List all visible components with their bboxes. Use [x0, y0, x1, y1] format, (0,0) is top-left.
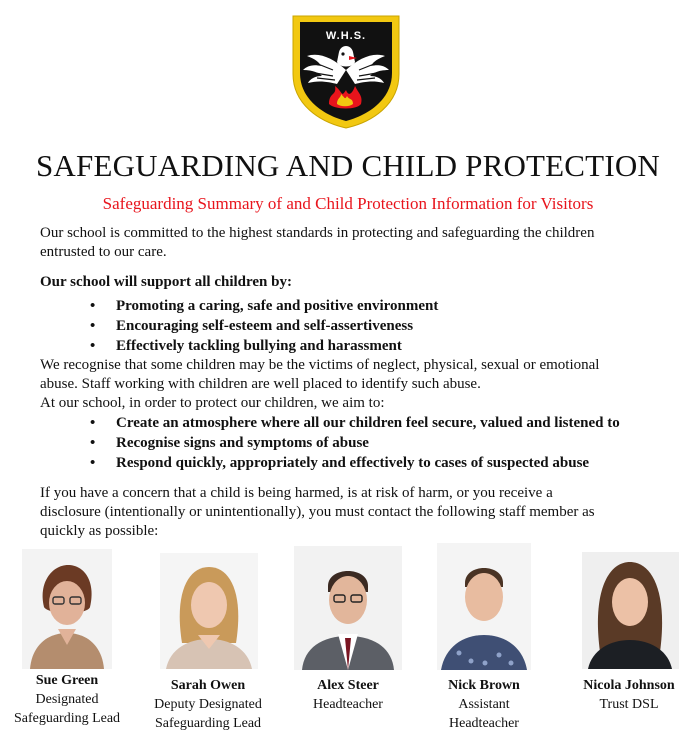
staff-photo-nicola-johnson — [582, 552, 679, 669]
staff-caption-alex-steer — [288, 676, 408, 714]
aim-item: • Respond quickly, appropriately and effectively to cases of suspected abuse — [75, 453, 620, 473]
recognise-line-1: We recognise that some children may be the victims of neglect, physical, sexual or emotional — [40, 357, 600, 373]
staff-role: Assistant — [458, 697, 510, 712]
staff-role: Safeguarding Lead — [13, 711, 121, 726]
crest-initials: W.H.S. — [325, 30, 367, 42]
staff-caption-nicola-johnson — [566, 676, 692, 714]
page-title: SAFEGUARDING AND CHILD PROTECTION — [35, 148, 661, 183]
aims-list — [75, 413, 620, 473]
staff-name: Nicola Johnson — [583, 678, 675, 693]
intro-line-1: Our school is committed to the highest standards in protecting and safeguarding the children — [40, 225, 595, 241]
concern-line-2: disclosure (intentionally or unintentionally), you must contact the following staff member as — [40, 504, 595, 520]
recognise-line-2: abuse. Staff working with children are well placed to identify such abuse. — [40, 376, 481, 392]
support-item: • Promoting a caring, safe and positive environment — [75, 296, 438, 316]
concern-line-1: If you have a concern that a child is being harmed, is at risk of harm, or you receive a — [40, 485, 553, 501]
staff-role: Deputy Designated — [154, 697, 262, 712]
support-item: • Effectively tackling bullying and harassment — [75, 336, 438, 356]
staff-role: Trust DSL — [599, 697, 659, 712]
staff-role: Safeguarding Lead — [154, 716, 262, 731]
staff-photo-sue-green — [22, 549, 112, 669]
staff-photo-sarah-owen — [160, 553, 258, 669]
staff-name: Alex Steer — [317, 678, 379, 693]
page-subtitle: Safeguarding Summary of and Child Protection Information for Visitors — [102, 194, 594, 213]
staff-caption-nick-brown — [424, 676, 544, 733]
staff-role: Designated — [35, 692, 99, 707]
staff-caption-sarah-owen — [144, 676, 272, 733]
staff-name: Sarah Owen — [170, 678, 246, 693]
staff-photo-alex-steer — [294, 546, 402, 670]
staff-role: Headteacher — [313, 697, 383, 712]
concern-line-3: quickly as possible: — [40, 523, 159, 539]
aim-item: • Recognise signs and symptoms of abuse — [75, 433, 620, 453]
support-item: • Encouraging self-esteem and self-assertiveness — [75, 316, 438, 336]
recognise-line-3: At our school, in order to protect our children, we aim to: — [40, 395, 385, 411]
support-heading: Our school will support all children by: — [40, 274, 292, 290]
aim-item: • Create an atmosphere where all our children feel secure, valued and listened to — [75, 413, 620, 433]
intro-line-2: entrusted to our care. — [40, 244, 167, 260]
support-list — [75, 296, 438, 356]
school-crest-logo — [289, 12, 403, 130]
staff-name: Sue Green — [35, 673, 99, 688]
staff-role: Headteacher — [449, 716, 519, 731]
staff-photo-nick-brown — [437, 543, 531, 670]
staff-caption-sue-green — [7, 671, 127, 728]
staff-name: Nick Brown — [448, 678, 520, 693]
